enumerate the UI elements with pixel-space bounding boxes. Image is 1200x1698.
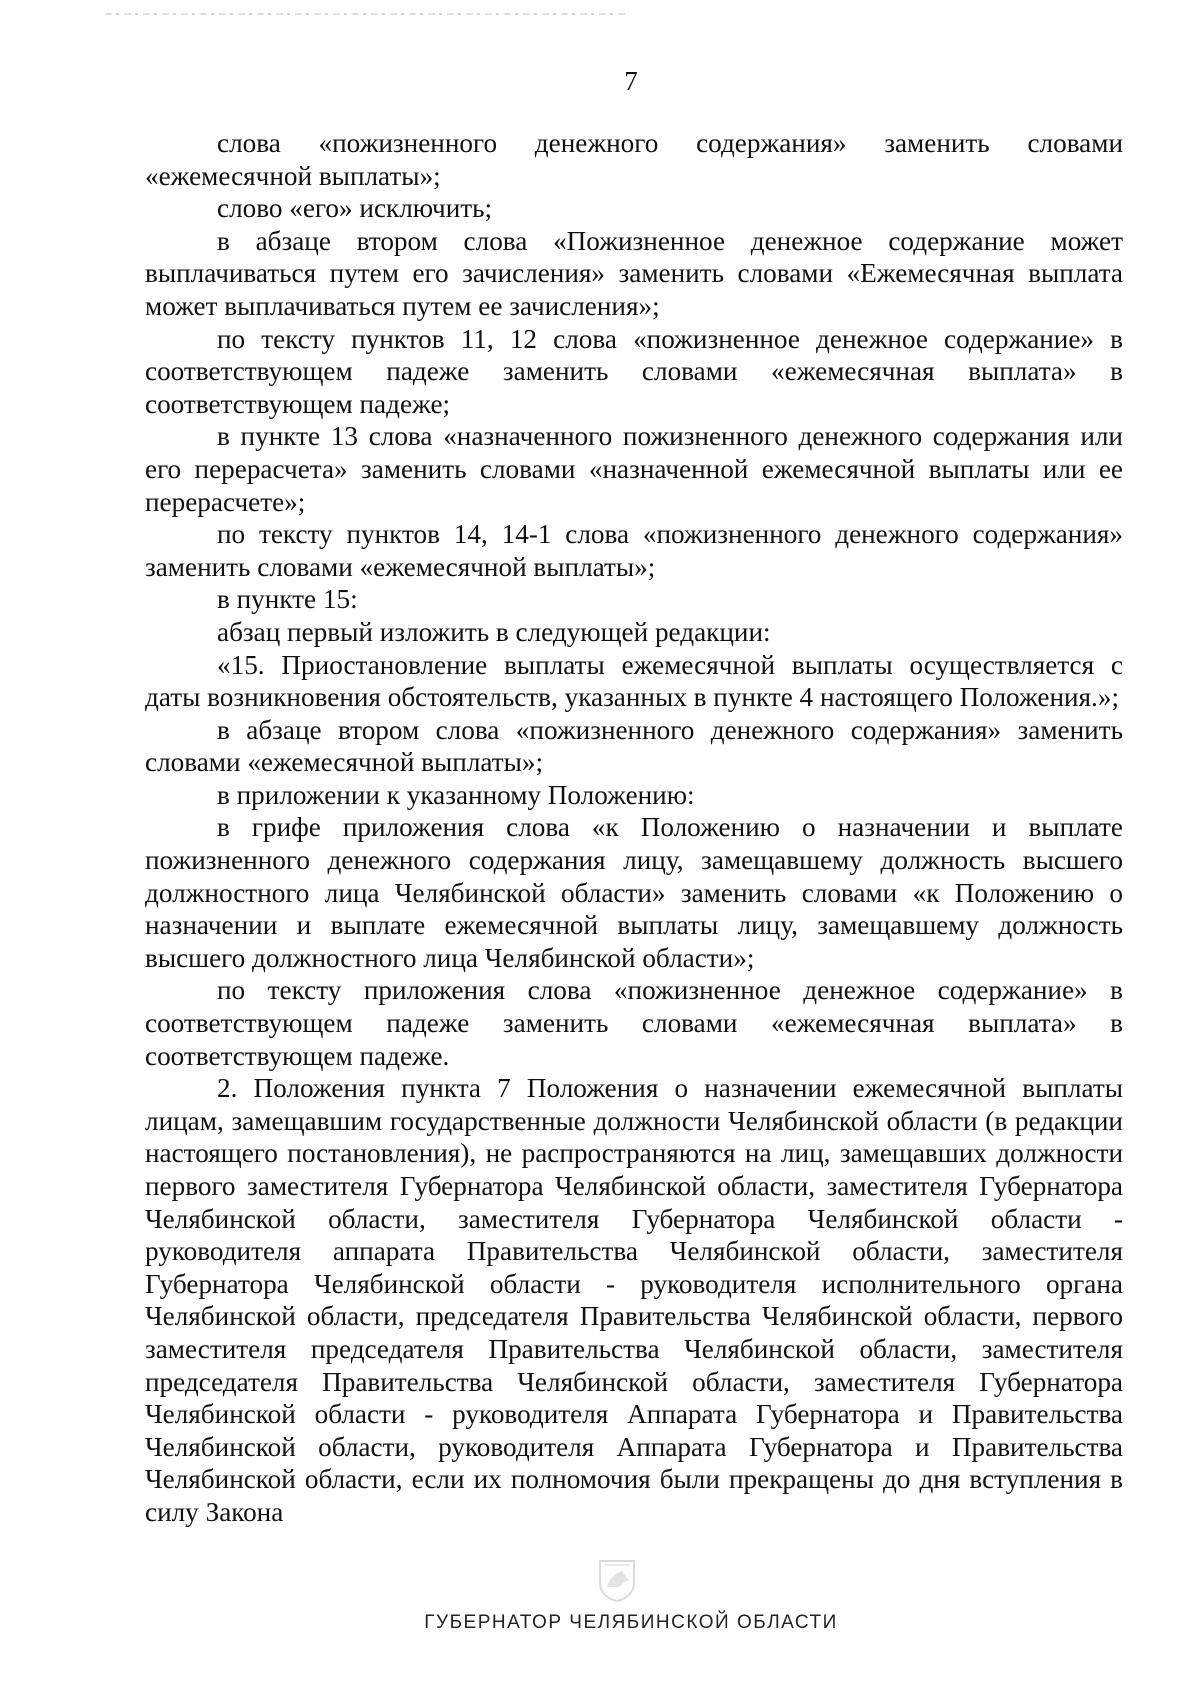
- paragraph-7: в пункте 15:: [217, 584, 358, 615]
- scan-artifact-line: [105, 13, 625, 15]
- footer-signature-title: ГУБЕРНАТОР ЧЕЛЯБИНСКОЙ ОБЛАСТИ: [424, 1612, 838, 1633]
- paragraph-2: слово «его» исключить;: [217, 193, 493, 224]
- paragraph-5: в пункте 13 слова «назначенного пожизненного денежного содержания или его перерасчета» заменить словами «назначенной ежемесячной выплаты или ее перерасчете»;: [145, 421, 1123, 517]
- paragraph-4: по тексту пунктов 11, 12 слова «пожизненное денежное содержание» в соответствующем падеже заменить словами «ежемесячная выплата» в соответствующем падеже;: [145, 323, 1123, 419]
- coat-of-arms-seal-icon: [596, 1557, 638, 1603]
- paragraph-11: в приложении к указанному Положению:: [217, 779, 695, 810]
- paragraph-1: слова «пожизненного денежного содержания» заменить словами «ежемесячной выплаты»;: [145, 128, 1123, 191]
- paragraph-12: в грифе приложения слова «к Положению о назначении и выплате пожизненного денежного содержания лицу, замещавшему должность высшего должностного лица Челябинской области» заменить словами «к Положению о назначении и выплате ежемесячной выплаты лицу, замещавшему должность высшего должностного лица Челябинской области»;: [145, 812, 1123, 973]
- page-number: 7: [624, 66, 638, 96]
- paragraph-14: 2. Положения пункта 7 Положения о назначении ежемесячной выплаты лицам, замещавшим государственные должности Челябинской области (в редакции настоящего постановления), не распространяются на лиц, замещавших должности первого заместителя Губернатора Челябинской области, заместителя Губернатора Челябинской области, заместителя Губернатора Челябинской области - руководителя аппарата Правительства Челябинской области, заместителя Губернатора Челябинской области - руководителя исполнительного органа Челябинской области, председателя Правительства Челябинской области, первого заместителя председателя Правительства Челябинской области, заместителя председателя Правительства Челябинской области, заместителя Губернатора Челябинской области - руководителя Аппарата Губернатора и Правительства Челябинской области, руководителя Аппарата Губернатора и Правительства Челябинской области, если их полномочия были прекращены до дня вступления в силу Закона: [145, 1073, 1123, 1527]
- document-body: [145, 127, 1123, 1529]
- paragraph-13: по тексту приложения слова «пожизненное денежное содержание» в соответствующем падеже заменить словами «ежемесячная выплата» в соответствующем падеже.: [145, 975, 1123, 1071]
- paragraph-10: в абзаце втором слова «пожизненного денежного содержания» заменить словами «ежемесячной выплаты»;: [145, 714, 1123, 778]
- paragraph-6: по тексту пунктов 14, 14-1 слова «пожизненного денежного содержания» заменить словами «ежемесячной выплаты»;: [145, 519, 1123, 582]
- paragraph-3: в абзаце втором слова «Пожизненное денежное содержание может выплачиваться путем его зачисления» заменить словами «Ежемесячная выплата может выплачиваться путем ее зачисления»;: [145, 225, 1123, 321]
- paragraph-8: абзац первый изложить в следующей редакции:: [217, 616, 771, 647]
- paragraph-9: «15. Приостановление выплаты ежемесячной выплаты осуществляется с даты возникновения обстоятельств, указанных в пункте 4 настоящего Положения.»;: [145, 649, 1123, 713]
